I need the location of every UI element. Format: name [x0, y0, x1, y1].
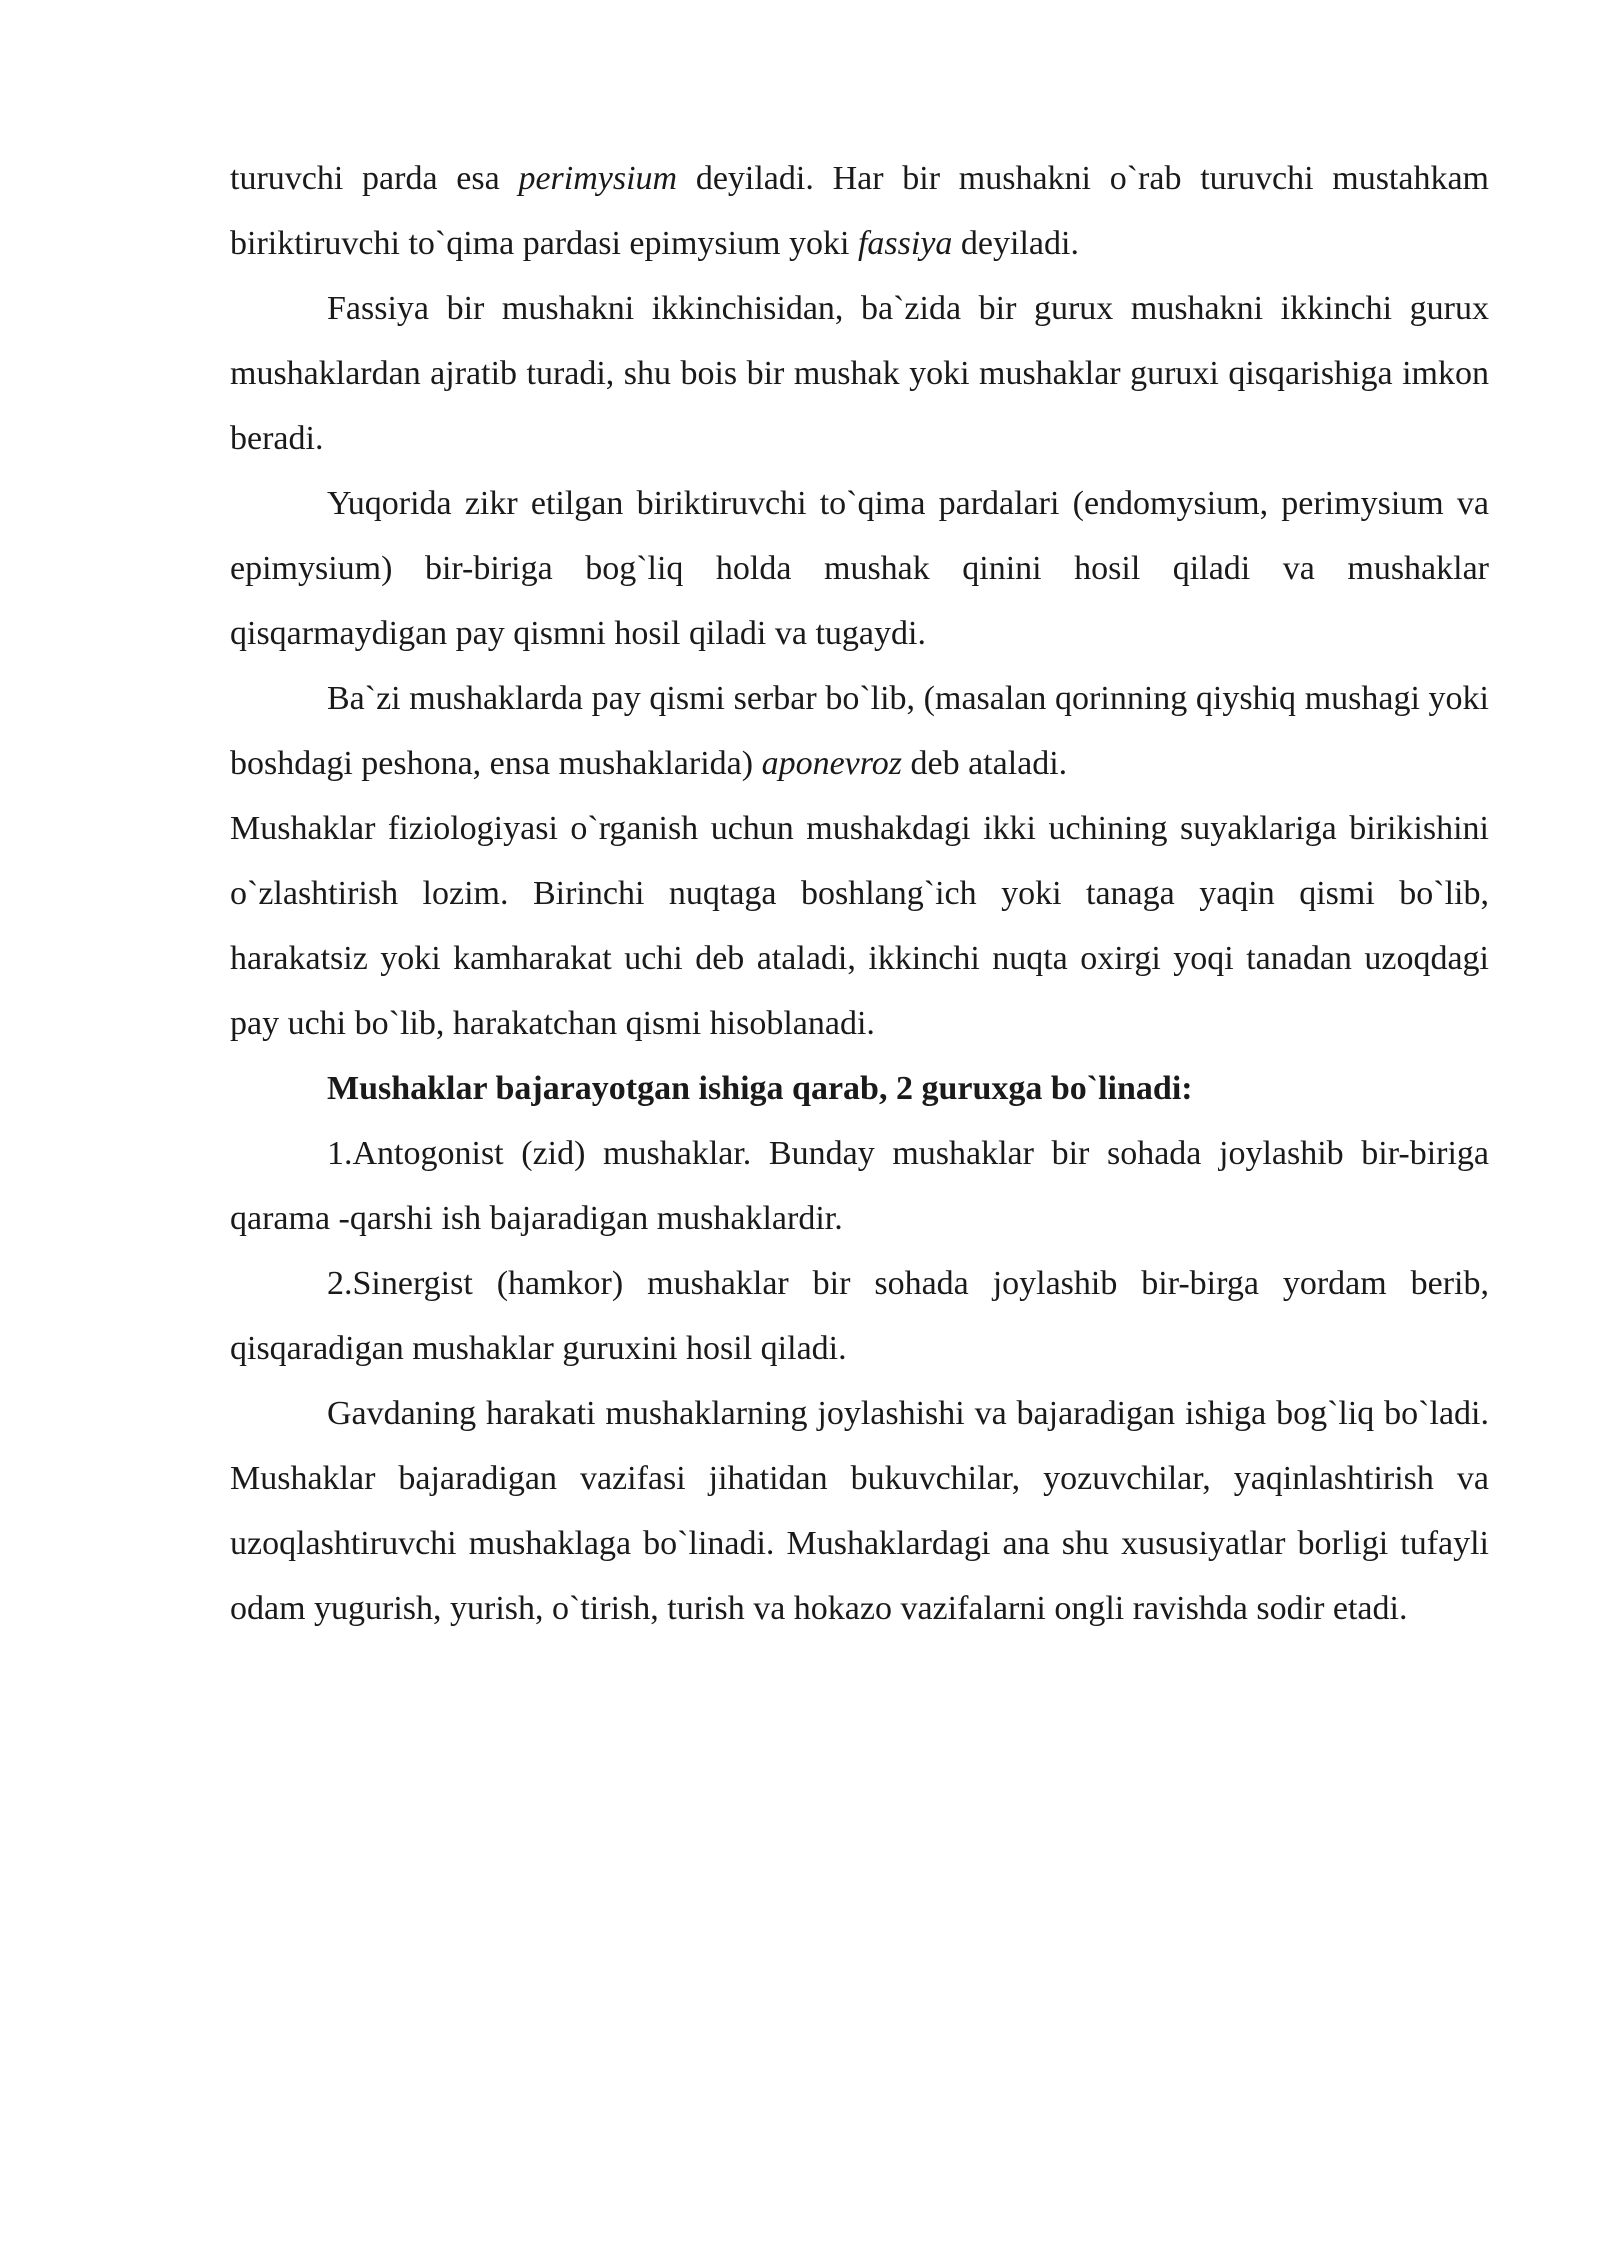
text-run: Ba`zi mushaklarda pay qismi serbar bo`lib, (masalan qorinning qiyshiq mushagi yoki boshdagi peshona, ensa mushaklarida) [230, 680, 1489, 782]
list-item-antagonist: 1.Antogonist (zid) mushaklar. Bunday mushaklar bir sohada joylashib bir-biriga qarama -qarshi ish bajaradigan mushaklardir. [230, 1135, 1489, 1237]
paragraph-body-movement: Gavdaning harakati mushaklarning joylashishi va bajaradigan ishiga bog`liq bo`ladi. Mushaklar bajaradigan vazifasi jihatidan bukuvchilar, yozuvchilar, yaqinlashtirish va uzoqlashtiruvchi mushaklaga bo`linadi. Mushaklardagi ana shu xususiyatlar borligi tufayli odam yugurish, yurish, o`tirish, turish va hokazo vazifalarni ongli ravishda sodir etadi. [230, 1395, 1489, 1627]
paragraph-perimysium [230, 146, 1489, 276]
text-run: deyiladi. Har bir mushakni o`rab turuvchi mustahkam biriktiruvchi to`qima pardasi epimysium yoki [230, 160, 1489, 262]
paragraph-aponevroz [230, 666, 1489, 796]
text-run: deb ataladi. [901, 745, 1068, 782]
list-item-synergist: 2.Sinergist (hamkor) mushaklar bir sohada joylashib bir-birga yordam berib, qisqaradigan mushaklar guruxini hosil qiladi. [230, 1265, 1489, 1367]
section-heading: Mushaklar bajarayotgan ishiga qarab, 2 guruxga bo`linadi: [327, 1070, 1193, 1107]
italic-term-aponevroz: aponevroz [761, 745, 902, 782]
text-run: turuvchi parda esa [230, 160, 519, 197]
paragraph-fassiya: Fassiya bir mushakni ikkinchisidan, ba`zida bir gurux mushakni ikkinchi gurux mushaklardan ajratib turadi, shu bois bir mushak yoki mushaklar guruxi qisqarishiga imkon beradi. [230, 290, 1489, 457]
document-body [230, 146, 1489, 1641]
paragraph-connective-tissue: Yuqorida zikr etilgan biriktiruvchi to`qima pardalari (endomysium, perimysium va epimysium) bir-biriga bog`liq holda mushak qinini hosil qiladi va mushaklar qisqarmaydigan pay qismni hosil qiladi va tugaydi. [230, 485, 1489, 652]
text-run: deyiladi. [952, 225, 1079, 262]
italic-term-perimysium: perimysium [518, 160, 678, 197]
paragraph-physiology: Mushaklar fiziologiyasi o`rganish uchun mushakdagi ikki uchining suyaklariga birikishini o`zlashtirish lozim. Birinchi nuqtaga boshlang`ich yoki tanaga yaqin qismi bo`lib, harakatsiz yoki kamharakat uchi deb ataladi, ikkinchi nuqta oxirgi yoqi tanadan uzoqdagi pay uchi bo`lib, harakatchan qismi hisoblanadi. [230, 810, 1489, 1042]
italic-term-fassiya: fassiya [857, 225, 953, 262]
